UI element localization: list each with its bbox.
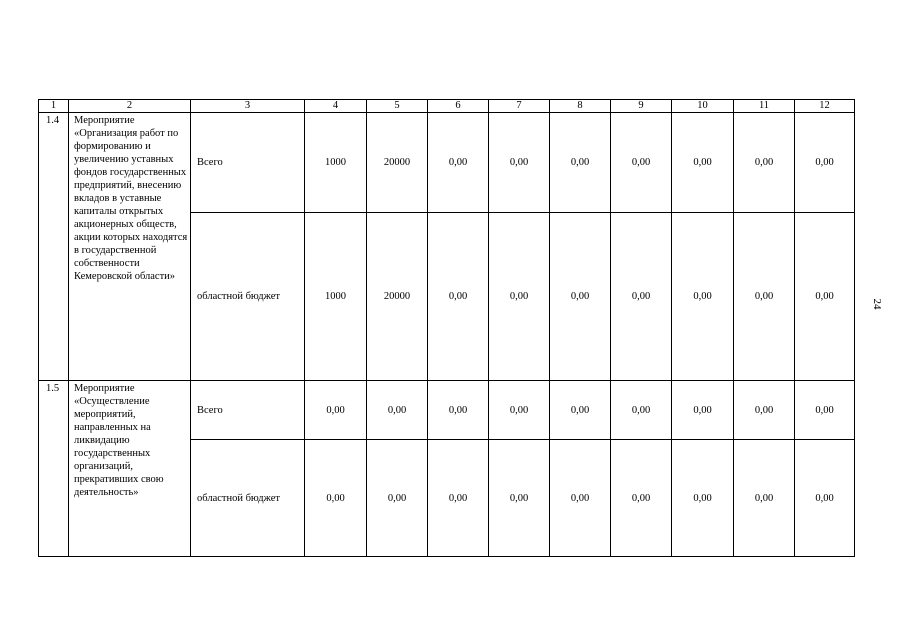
value-cell: 0,00 bbox=[611, 381, 672, 440]
value-cell: 0,00 bbox=[611, 440, 672, 557]
value-cell: 0,00 bbox=[428, 381, 489, 440]
value-cell: 0,00 bbox=[734, 381, 795, 440]
value-cell: 0,00 bbox=[672, 213, 734, 381]
header-cell: 9 bbox=[611, 100, 672, 113]
value-cell: 20000 bbox=[367, 213, 428, 381]
header-cell: 10 bbox=[672, 100, 734, 113]
value-cell: 0,00 bbox=[611, 213, 672, 381]
table-row bbox=[39, 381, 855, 440]
value-cell: 1000 bbox=[305, 113, 367, 213]
header-cell: 4 bbox=[305, 100, 367, 113]
header-row bbox=[39, 100, 855, 113]
value-cell: 0,00 bbox=[550, 440, 611, 557]
value-cell: 0,00 bbox=[489, 213, 550, 381]
measure-name: Мероприятие «Организация работ по формированию и увеличению уставных фондов государственных предприятий, внесению вкладов в уставные капиталы открытых акционерных обществ, акции которых находятся в государственной собственности Кемеровской области» bbox=[69, 113, 191, 381]
value-cell: 0,00 bbox=[795, 440, 855, 557]
value-cell: 0,00 bbox=[428, 213, 489, 381]
header-cell: 3 bbox=[191, 100, 305, 113]
header-cell: 7 bbox=[489, 100, 550, 113]
measure-name: Мероприятие «Осуществление мероприятий, направленных на ликвидацию государственных организаций, прекративших свою деятельность» bbox=[69, 381, 191, 557]
row-number: 1.5 bbox=[39, 381, 69, 557]
value-cell: 0,00 bbox=[795, 113, 855, 213]
page-number: 24 bbox=[871, 298, 883, 310]
value-cell: 0,00 bbox=[672, 440, 734, 557]
funding-source: областной бюджет bbox=[191, 213, 305, 381]
header-cell: 1 bbox=[39, 100, 69, 113]
value-cell: 0,00 bbox=[489, 440, 550, 557]
value-cell: 0,00 bbox=[611, 113, 672, 213]
funding-source: Всего bbox=[191, 113, 305, 213]
value-cell: 20000 bbox=[367, 113, 428, 213]
value-cell: 0,00 bbox=[367, 381, 428, 440]
value-cell: 0,00 bbox=[428, 113, 489, 213]
value-cell: 0,00 bbox=[795, 213, 855, 381]
value-cell: 0,00 bbox=[489, 381, 550, 440]
value-cell: 0,00 bbox=[672, 113, 734, 213]
funding-table bbox=[38, 99, 855, 557]
value-cell: 0,00 bbox=[305, 381, 367, 440]
header-cell: 11 bbox=[734, 100, 795, 113]
header-cell: 12 bbox=[795, 100, 855, 113]
funding-source: Всего bbox=[191, 381, 305, 440]
value-cell: 0,00 bbox=[550, 381, 611, 440]
value-cell: 0,00 bbox=[734, 440, 795, 557]
table-row bbox=[39, 113, 855, 213]
value-cell: 0,00 bbox=[305, 440, 367, 557]
value-cell: 0,00 bbox=[550, 213, 611, 381]
header-cell: 2 bbox=[69, 100, 191, 113]
value-cell: 0,00 bbox=[428, 440, 489, 557]
header-cell: 6 bbox=[428, 100, 489, 113]
value-cell: 0,00 bbox=[795, 381, 855, 440]
value-cell: 0,00 bbox=[734, 113, 795, 213]
value-cell: 1000 bbox=[305, 213, 367, 381]
funding-source: областной бюджет bbox=[191, 440, 305, 557]
value-cell: 0,00 bbox=[734, 213, 795, 381]
value-cell: 0,00 bbox=[672, 381, 734, 440]
row-number: 1.4 bbox=[39, 113, 69, 381]
value-cell: 0,00 bbox=[550, 113, 611, 213]
header-cell: 5 bbox=[367, 100, 428, 113]
value-cell: 0,00 bbox=[489, 113, 550, 213]
header-cell: 8 bbox=[550, 100, 611, 113]
value-cell: 0,00 bbox=[367, 440, 428, 557]
